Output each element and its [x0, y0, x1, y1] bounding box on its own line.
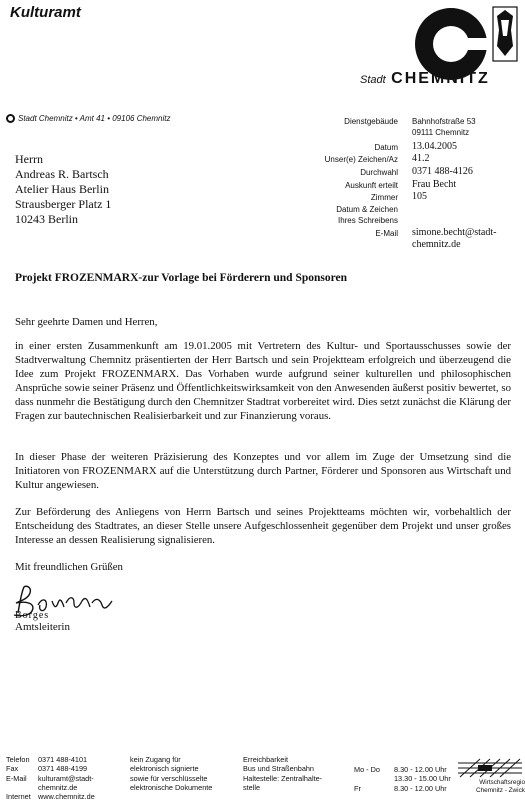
- meta-label: Datum: [374, 143, 398, 152]
- region-logo-icon: [458, 757, 522, 779]
- footer-note-line: elektronische Dokumente: [130, 782, 213, 792]
- meta-label: Datum & Zeichen: [336, 205, 398, 214]
- recipient-line: Andreas R. Bartsch: [15, 167, 109, 181]
- meta-value: 41.2: [412, 153, 430, 164]
- footer-contact-row: Internet www.chemnitz.de: [6, 792, 95, 802]
- region-label-line: Wirtschaftsregio: [479, 779, 525, 786]
- recipient-line: Strausberger Platz 1: [15, 197, 112, 211]
- brand-city: CHEMNITZ: [391, 70, 490, 87]
- letter-subject: Projekt FROZENMARX-zur Vorlage bei Förderern und Sponsoren: [15, 272, 348, 284]
- signature-name: Borges: [15, 610, 50, 621]
- recipient-line: Herrn: [15, 152, 43, 166]
- meta-value: 13.04.2005: [412, 141, 457, 152]
- meta-value: chemnitz.de: [412, 239, 461, 250]
- meta-label: Dienstgebäude: [344, 117, 398, 126]
- footer-contact-row: E-Mail kulturamt@stadt-: [6, 773, 94, 783]
- footer-access-note: [130, 755, 212, 792]
- meta-value: Frau Becht: [412, 179, 457, 190]
- body-paragraph: Zur Beförderung des Anliegens von Herrn Bartsch und seines Projektteams möchten wir, vorbehaltlich der Entscheidung des Stadtrates, an dieser Stelle unsere Aufgeschlossenheit gegenüber dem Projekt und unser großes Interesse an dessen Realisierung signalisieren.: [15, 506, 511, 546]
- meta-value: 09111 Chemnitz: [412, 128, 470, 137]
- footer-contact-row: Fax 0371 488-4199: [6, 764, 88, 774]
- brand-stadt: Stadt: [360, 74, 386, 86]
- meta-value: Bahnhofstraße 53: [412, 117, 476, 126]
- footer-contact-row: Telefon 0371 488-4101: [6, 755, 88, 764]
- meta-value: 105: [412, 191, 427, 202]
- recipient-address: [15, 152, 111, 227]
- closing: Mit freundlichen Grüßen: [15, 561, 123, 573]
- region-label: [453, 779, 525, 794]
- footer-reach-line: Bus und Straßenbahn: [243, 764, 314, 774]
- footer-contacts: [6, 755, 131, 801]
- region-label-line: Chemnitz - Zwick: [475, 786, 525, 794]
- department-title: Kulturamt: [10, 4, 81, 21]
- body-paragraph: in einer ersten Zusammenkunft am 19.01.2005 mit Vertretern des Kultur- und Sportausschusses sowie der Stadtverwaltung Chemnitz präsentierten der Herr Bartsch und sein Projektteam erfolgreich und überzeugend die Idee zum Projekt FROZENMARX. Das Vorhaben wurde aufgrund seiner kulturellen und philosophischen Ansprüche sowie seiner Präsenz und Öffentlichkeitswirksamkeit von den Anwesenden äußerst positiv bewertet, so dass nunmehr die Bestätigung durch den Chemnitzer Stadtrat vorbereitet wird. Dies setzt zunächst die Klärung der Fragen zur bautechnischen Realisierbarkeit und zur Finanzierung voraus.: [15, 340, 511, 422]
- footer-note-line: kein Zugang für: [130, 755, 181, 764]
- footer-reach-line: Haltestelle: Zentralhalte-: [243, 773, 323, 783]
- recipient-line: Atelier Haus Berlin: [15, 182, 109, 196]
- meta-label: Ihres Schreibens: [337, 216, 398, 225]
- meta-label: Zimmer: [370, 193, 398, 202]
- footer-reach-line: stelle: [243, 782, 261, 792]
- meta-label: Durchwahl: [360, 168, 398, 177]
- sender-text: Stadt Chemnitz • Amt 41 • 09106 Chemnitz: [18, 114, 171, 123]
- signature-role: Amtsleiterin: [15, 621, 70, 633]
- footer-note-line: sowie für verschlüsselte: [130, 773, 208, 783]
- footer-reach-line: Erreichbarkeit: [243, 755, 289, 764]
- footer-reachability: [243, 755, 322, 792]
- meta-label: Auskunft erteilt: [345, 181, 398, 190]
- recipient-line: 10243 Berlin: [15, 212, 78, 226]
- meta-label: Unser(e) Zeichen/Az: [324, 155, 398, 164]
- salutation: Sehr geehrte Damen und Herren,: [15, 316, 158, 328]
- body-paragraph: In dieser Phase der weiteren Präzisierung des Konzeptes und vor allem im Zuge der Umsetzung sind die Initiatoren von FROZENMARX auf die Unterstützung durch Partner, Förderer und Sponsoren aus Wirtschaft und Kultur angewiesen.: [15, 451, 511, 491]
- footer-hours-row: Fr 8.30 - 12.00 Uhr: [354, 783, 447, 793]
- footer-hours: [354, 765, 454, 793]
- meta-value: simone.becht@stadt-: [412, 227, 497, 238]
- footer-hours-row: 13.30 - 15.00 Uhr: [394, 774, 451, 784]
- meta-value: 0371 488-4126: [412, 166, 473, 177]
- footer-contact-row: chemnitz.de: [38, 782, 78, 792]
- footer-note-line: elektronisch signierte: [130, 764, 199, 774]
- footer-hours-row: Mo - Do 8.30 - 12.00 Uhr: [354, 765, 447, 774]
- meta-label: E-Mail: [375, 229, 398, 238]
